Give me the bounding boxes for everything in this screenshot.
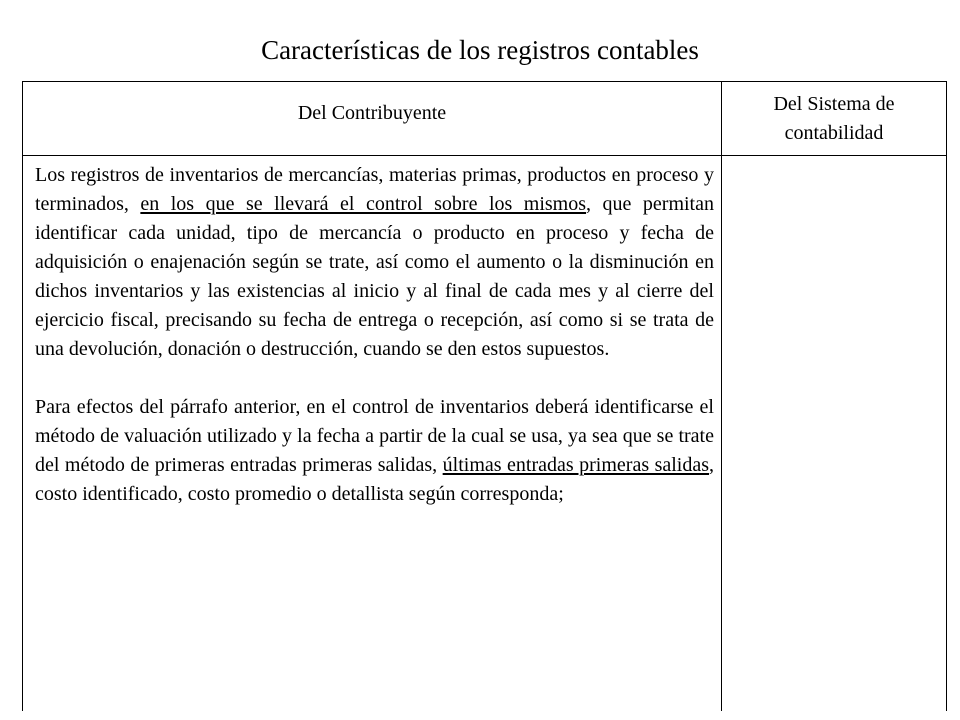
- header-del-sistema-de-contabilidad: Del Sistema de contabilidad: [773, 92, 895, 144]
- contribuyente-cell: [35, 161, 714, 509]
- paragraph-metodo-valuacion: [35, 393, 714, 509]
- paragraph-inventarios: [35, 161, 714, 364]
- text-segment: Para efectos del párrafo anterior, en el control de inventarios deberá identificarse el método de valuación utilizado y la fecha a partir de la cual se usa, ya sea que se trate del método de primeras entradas primeras salidas,: [35, 396, 714, 476]
- characteristics-table: [22, 81, 947, 711]
- text-segment: , que permitan identificar cada unidad, tipo de mercancía o producto en proceso y fecha de adquisición o enajenación según se trate, así como el aumento o la disminución en dichos inventarios y las existencias al inicio y al final de cada mes y al cierre del ejercicio fiscal, precisando su fecha de entrega o recepción, así como si se trata de una devolución, donación o destrucción, cuando se den estos supuestos.: [35, 193, 714, 360]
- text-segment: , costo identificado, costo promedio o detallista según corresponda;: [35, 454, 715, 505]
- underlined-text: últimas entradas primeras salidas: [442, 454, 710, 476]
- page-title: Características de los registros contables: [261, 35, 699, 65]
- sistema-cell: [722, 156, 946, 712]
- header-del-contribuyente: Del Contribuyente: [297, 102, 447, 124]
- text-segment: Los registros de inventarios de mercancías, materias primas, productos en proceso y terminados,: [35, 164, 714, 215]
- underlined-text: en los que se llevará el control sobre los mismos: [140, 193, 587, 215]
